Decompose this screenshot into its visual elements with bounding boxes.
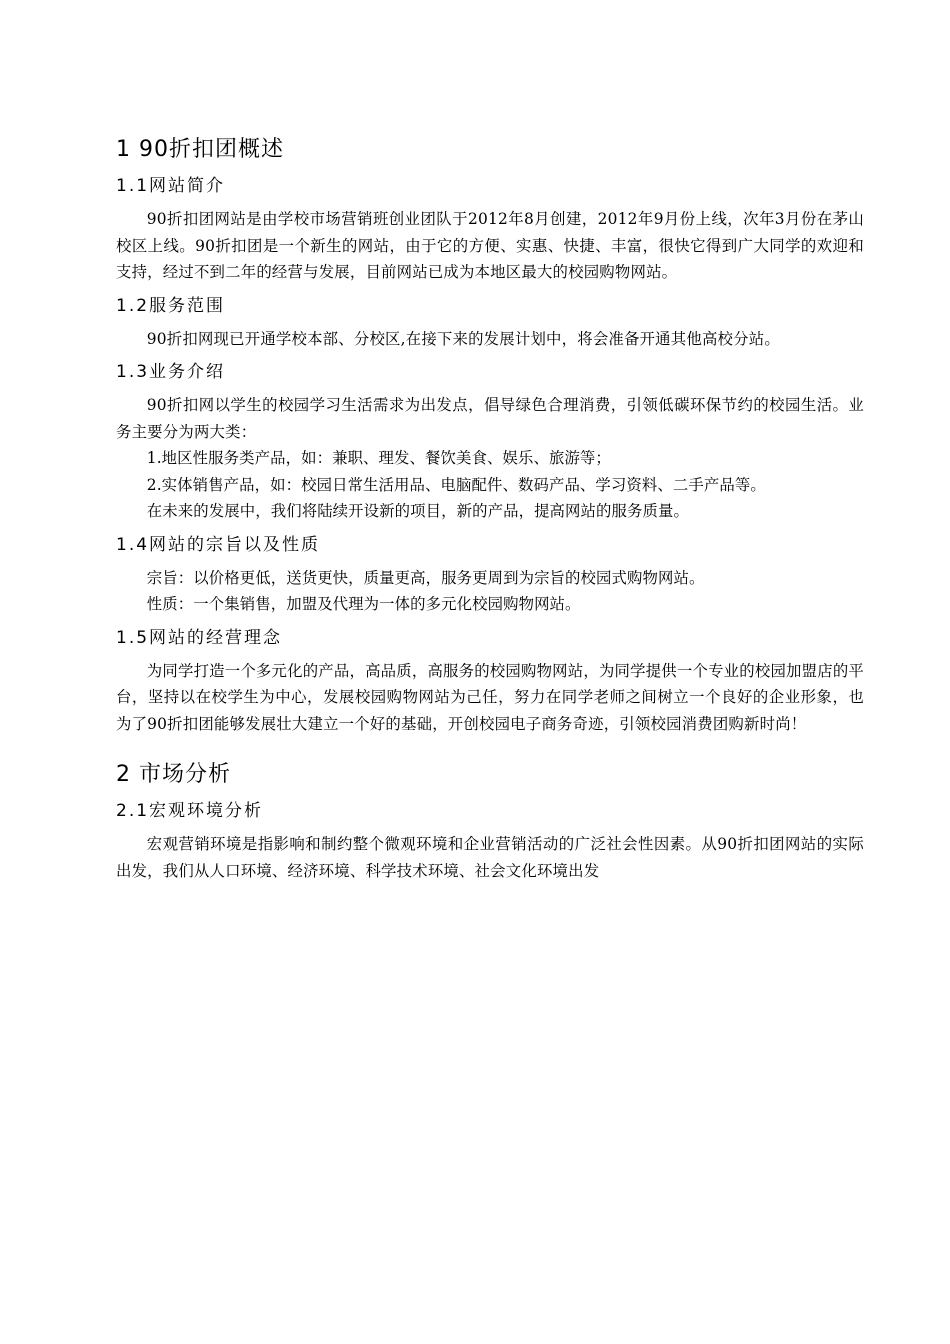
section-1-2-heading: 1.2服务范围 (116, 295, 226, 316)
section-1-3-paragraph: 90折扣网以学生的校园学习生活需求为出发点，倡导绿色合理消费，引领低碳环保节约的校园生活。业务主要分为两大类： (116, 396, 864, 441)
section-2-1-heading: 2.1宏观环境分析 (116, 801, 264, 821)
list-item: 在未来的发展中，我们将陆续开设新的项目，新的产品，提高网站的服务质量。 (146, 502, 689, 520)
nature-line: 性质：一个集销售，加盟及代理为一体的多元化校园购物网站。 (146, 595, 581, 613)
section-1-4-heading: 1.4网站的宗旨以及性质 (116, 534, 321, 555)
section-1-5-heading: 1.5网站的经营理念 (116, 627, 283, 648)
section-1-3-heading: 1.3业务介绍 (116, 362, 226, 382)
section-1-2-paragraph: 90折扣网现已开通学校本部、分校区,在接下来的发展计划中，将会准备开通其他高校分站。 (146, 329, 780, 348)
section-1-4-lines (116, 565, 864, 618)
document-content (116, 134, 864, 890)
section-1-5-paragraph: 为同学打造一个多元化的产品，高品质，高服务的校园购物网站，为同学提供一个专业的校园加盟店的平台，坚持以在校学生为中心，发展校园购物网站为己任，努力在同学老师之间树立一个良好的企业形象，也为了90折扣团能够发展壮大建立一个好的基础，开创校园电子商务奇迹，引领校园消费团购新时尚！ (116, 661, 864, 733)
section-1-1-heading: 1.1网站简介 (116, 176, 226, 196)
list-item: 2.实体销售产品，如：校园日常生活用品、电脑配件、数码产品、学习资料、二手产品等。 (146, 475, 766, 494)
section-2-heading: 2 市场分析 (116, 762, 231, 787)
list-item: 1.地区性服务类产品，如：兼职、理发、餐饮美食、娱乐、旅游等； (146, 449, 611, 467)
section-2-1-paragraph: 宏观营销环境是指影响和制约整个微观环境和企业营销活动的广泛社会性因素。从90折扣团网站的实际出发，我们从人口环境、经济环境、科学技术环境、社会文化环境出发 (116, 835, 864, 880)
section-1-3-list (116, 445, 864, 525)
purpose-line: 宗旨：以价格更低，送货更快，质量更高，服务更周到为宗旨的校园式购物网站。 (146, 568, 705, 587)
section-1-1-paragraph: 90折扣团网站是由学校市场营销班创业团队于2012年8月创建，2012年9月份上线，次年3月份在茅山校区上线。90折扣团是一个新生的网站，由于它的方便、实惠、快捷、丰富，很快它得到广大同学的欢迎和支持，经过不到二年的经营与发展，目前网站已成为本地区最大的校园购物网站。 (116, 210, 864, 281)
section-1-heading: 1 90折扣团概述 (116, 137, 284, 162)
